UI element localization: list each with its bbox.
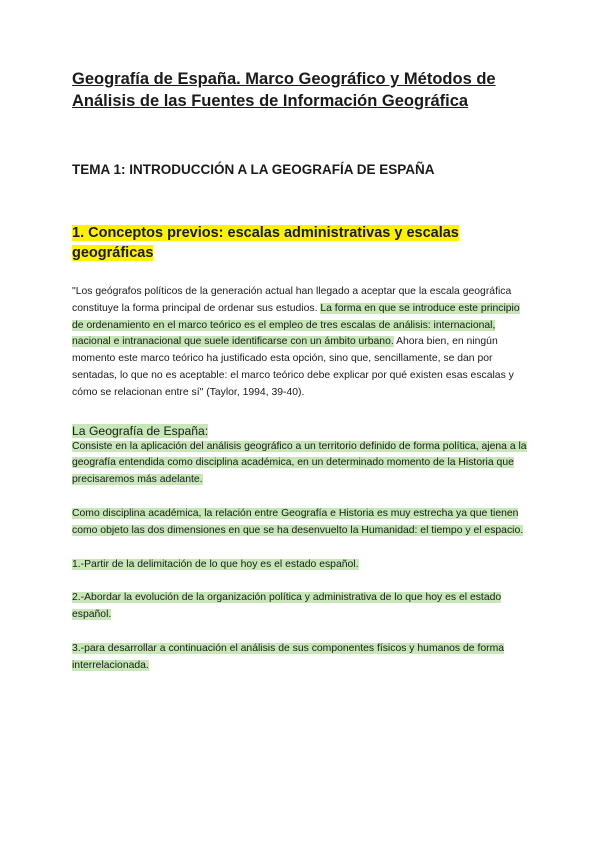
step-3-text: 3.-para desarrollar a continuación el análisis de sus componentes físicos y humanos de forma interrelacionada. — [72, 642, 505, 671]
step-item — [72, 590, 532, 624]
geografia-definition-text: Consiste en la aplicación del análisis geográfico a un territorio definido de forma política, ajena a la geografía entendida como disciplina académica, en un determinado momento de la Historia que precisaremos más adelante. — [72, 440, 527, 486]
step-2-text: 2.-Abordar la evolución de la organización política y administrativa de lo que hoy es el estado español. — [72, 592, 502, 621]
quote-highlight: La forma en que se introduce este principio de ordenamiento en el marco teórico es el empleo de tres escalas de análisis: internacional, nacional e intranacional que suele identificarse con un ámbito urbano. — [72, 302, 520, 348]
document-title: Geografía de España. Marco Geográfico y Métodos de Análisis de las Fuentes de Información Geográfica — [72, 70, 496, 110]
quote-part-1: "Los geógrafos políticos de la generación actual han llegado a aceptar que la escala geográfica constituye la forma principal de ordenar sus estudios. — [72, 286, 512, 314]
taylor-quote — [72, 284, 532, 402]
disciplina-paragraph — [72, 506, 532, 540]
section-heading-text: 1. Conceptos previos: escalas administrativas y escalas geográficas — [72, 225, 459, 261]
document-page — [72, 68, 532, 675]
quote-part-2: Ahora bien, en ningún momento este marco teórico ha justificado esta opción, sino que, sencillamente, se dan por sentadas, lo que no es aceptable: el marco teórico debe explicar por qué existen esas escalas y cómo se relacionan entre sí" (Taylor, 1994, 39-40). — [72, 336, 514, 398]
tema-heading: TEMA 1: INTRODUCCIÓN A LA GEOGRAFÍA DE ESPAÑA — [72, 162, 435, 177]
geografia-definition — [72, 439, 532, 489]
disciplina-text: Como disciplina académica, la relación entre Geografía e Historia es muy estrecha ya que tienen como objeto las dos dimensiones en que se ha desenvuelto la Humanidad: el tiempo y el espacio. — [72, 507, 524, 536]
step-item — [72, 641, 532, 675]
step-1-text: 1.-Partir de la delimitación de lo que hoy es el estado español. — [72, 558, 359, 570]
geografia-label-text: La Geografía de España: — [72, 423, 209, 438]
geografia-label — [72, 423, 532, 439]
step-item — [72, 557, 532, 574]
section-heading — [72, 223, 532, 263]
geografia-block — [72, 423, 532, 489]
